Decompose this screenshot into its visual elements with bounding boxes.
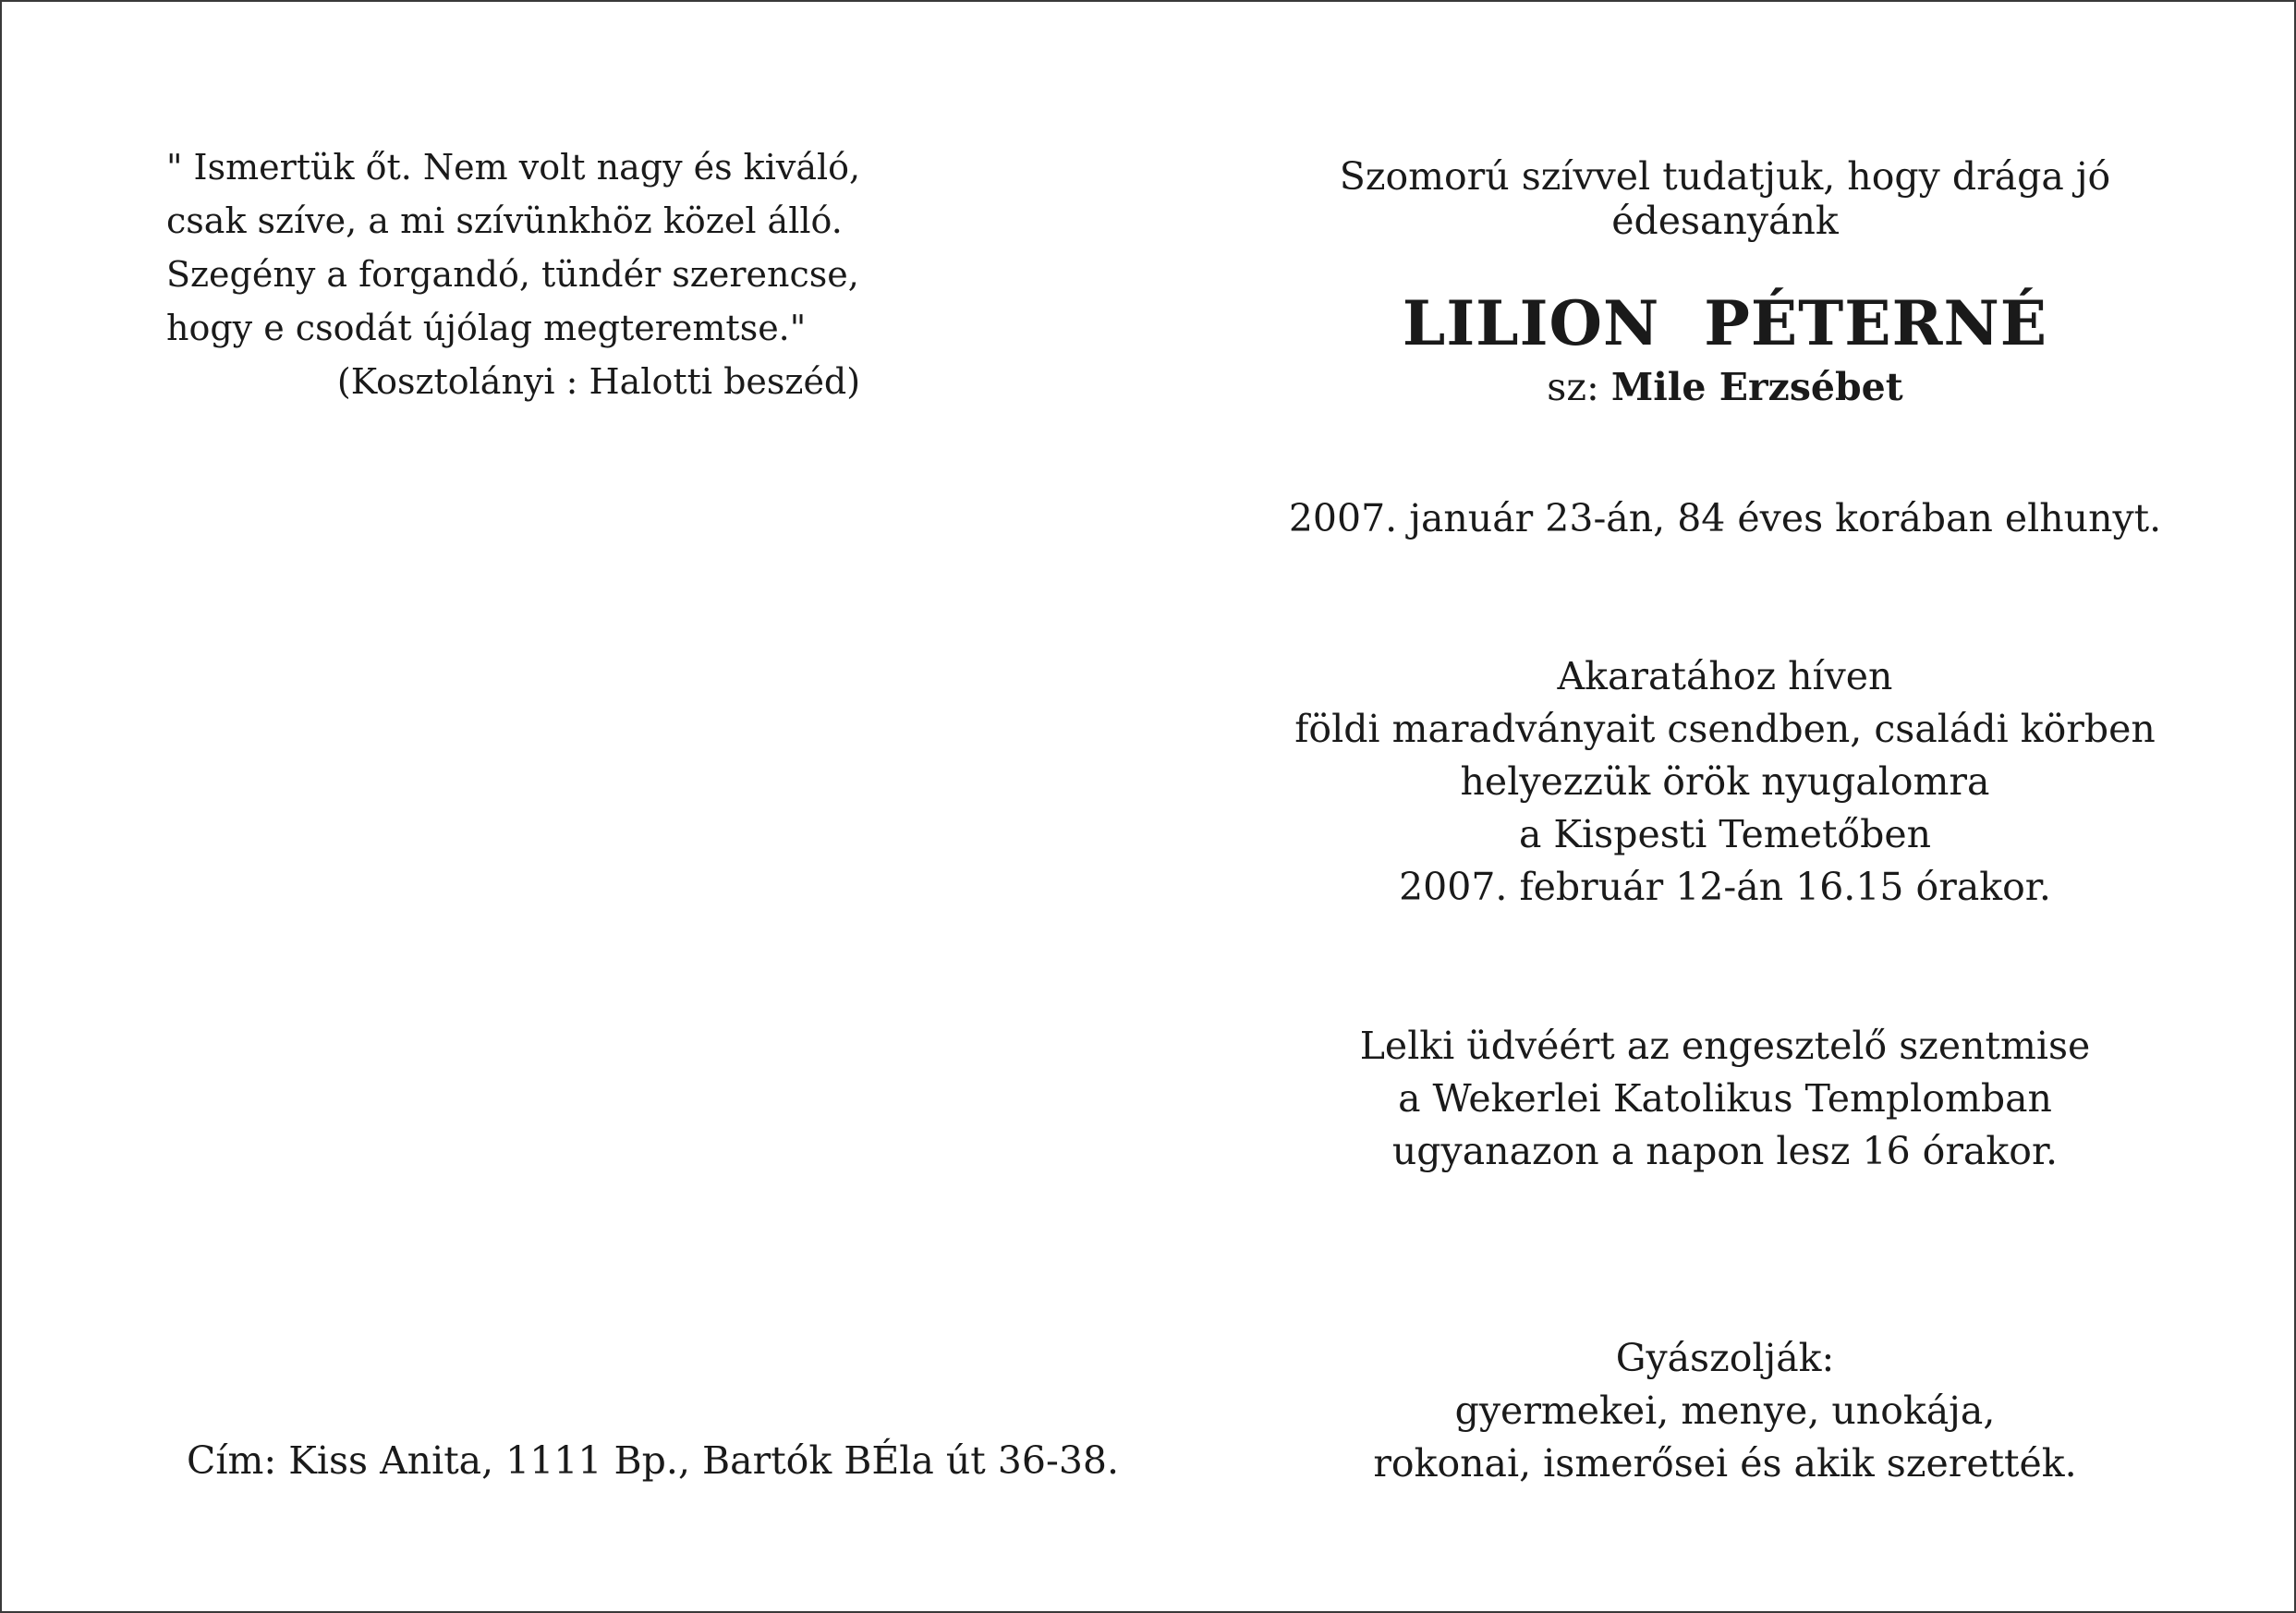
mourners-line: rokonai, ismerősei és akik szerették.	[1373, 1441, 2077, 1486]
mourners-heading: Gyászolják:	[1615, 1336, 1835, 1380]
quote-block	[166, 140, 860, 408]
quote-line: hogy e csodát újólag megteremtse."	[166, 308, 807, 348]
burial-line: földi maradványait csendben, családi körben	[1294, 707, 2156, 751]
mass-line: ugyanazon a napon lesz 16 órakor.	[1391, 1129, 2059, 1173]
quote-line: " Ismertük őt. Nem volt nagy és kiváló,	[166, 147, 861, 188]
mass-line: a Wekerlei Katolikus Templomban	[1398, 1076, 2052, 1121]
contact-address: Cím: Kiss Anita, 1111 Bp., Bartók BÉla út 36-38.	[187, 1438, 1120, 1483]
maiden-prefix: sz:	[1547, 365, 1599, 409]
quote-line: csak szíve, a mi szívünkhöz közel álló.	[166, 200, 843, 241]
quote-line: Szegény a forgandó, tündér szerencse,	[166, 254, 859, 295]
burial-line: a Kispesti Temetőben	[1518, 812, 1932, 856]
death-date: 2007. január 23-án, 84 éves korában elhunyt.	[1288, 496, 2162, 540]
burial-info	[1240, 650, 2210, 914]
quote-attribution: (Kosztolányi : Halotti beszéd)	[336, 361, 861, 402]
mourners-line: gyermekei, menye, unokája,	[1454, 1389, 1996, 1433]
burial-line: 2007. február 12-án 16.15 órakor.	[1399, 865, 2051, 909]
maiden-name-line	[1240, 365, 2210, 409]
mourners-block	[1240, 1332, 2210, 1490]
maiden-name: Mile Erzsébet	[1610, 365, 1903, 409]
mass-line: Lelki üdvéért az engesztelő szentmise	[1359, 1024, 2091, 1068]
burial-line: helyezzük örök nyugalomra	[1460, 759, 1990, 804]
mass-info	[1240, 1020, 2210, 1178]
deceased-name: LILION PÉTERNÉ	[1402, 287, 2048, 359]
burial-line: Akaratához híven	[1557, 654, 1893, 698]
intro-text: Szomorú szívvel tudatjuk, hogy drága jó édesanyánk	[1339, 154, 2111, 243]
